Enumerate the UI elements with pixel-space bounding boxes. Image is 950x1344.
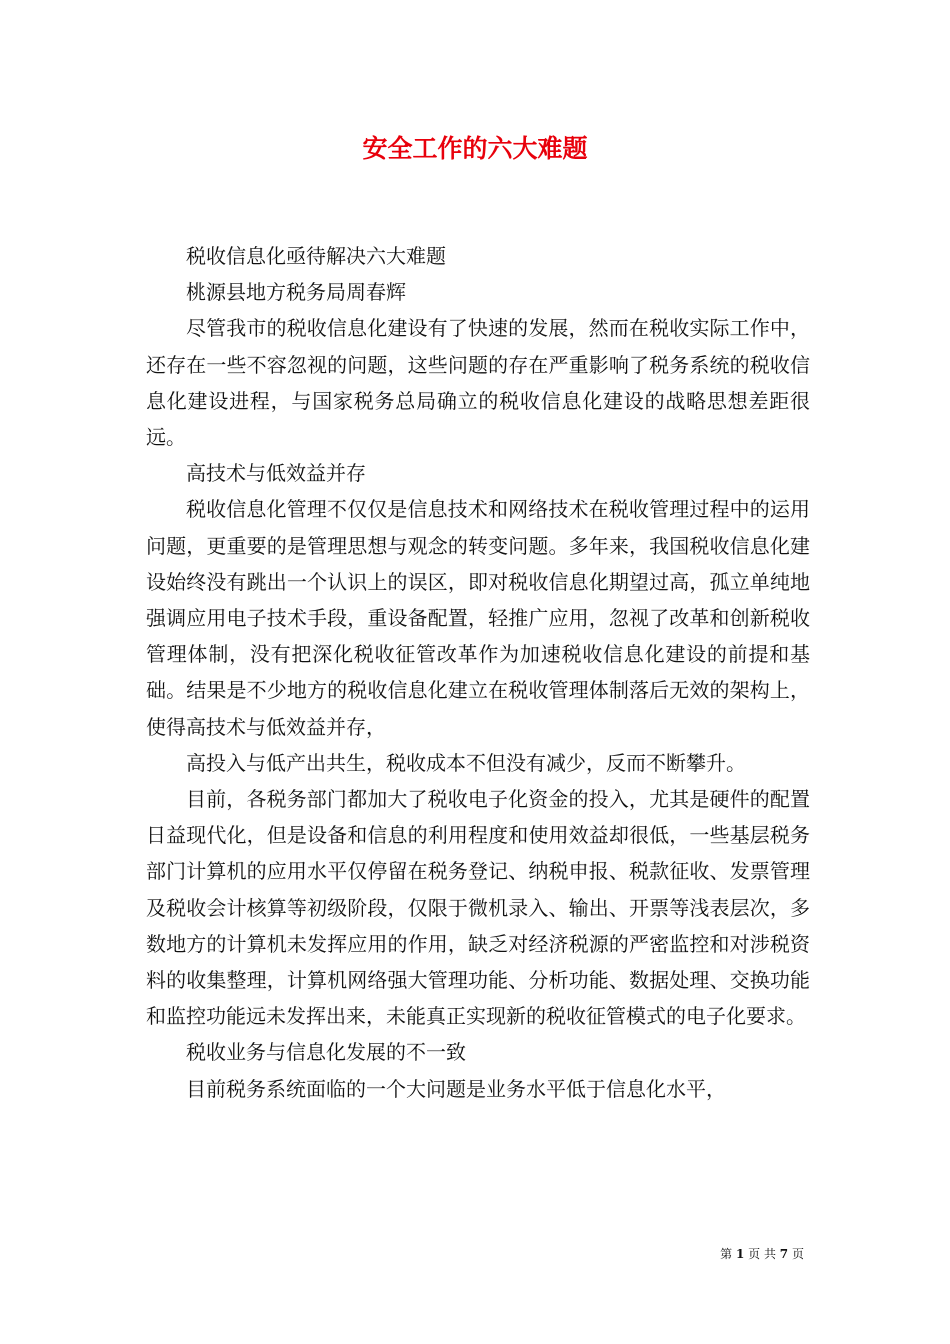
section-heading-business: 税收业务与信息化发展的不一致 (186, 1040, 466, 1065)
footer-total-pages: 7 (779, 1247, 789, 1261)
paragraph-body: 目前，各税务部门都加大了税收电子化资金的投入，尤其是硬件的配置日益现代化，但是设备和信息的利用程度和使用效益却很低，一些基层税务部门计算机的应用水平仅停留在税务登记、纳税申报、税款征收、发票管理及税收会计核算等初级阶段，仅限于微机录入、输出、开票等浅表层次，多数地方的计算机未发挥应用的作用，缺乏对经济税源的严密监控和对涉税资料的收集整理，计算机网络强大管理功能、分析功能、数据处理、交换功能和监控功能远未发挥出来，未能真正实现新的税收征管模式的电子化要求。 (146, 787, 810, 1029)
paragraph-intro: 尽管我市的税收信息化建设有了快速的发展，然而在税收实际工作中，还存在一些不容忽视的问题，这些问题的存在严重影响了税务系统的税收信息化建设进程，与国家税务总局确立的税收信息化建设的战略思想差距很远。 (146, 316, 810, 450)
paragraph-body: 税收信息化管理不仅仅是信息技术和网络技术在税收管理过程中的运用问题，更重要的是管理思想与观念的转变问题。多年来，我国税收信息化建设始终没有跳出一个认识上的误区，即对税收信息化期望过高，孤立单纯地强调应用电子技术手段，重设备配置，轻推广应用，忽视了改革和创新税收管理体制，没有把深化税收征管改革作为加速税收信息化建设的前提和基础。结果是不少地方的税收信息化建立在税收管理体制落后无效的架构上，使得高技术与低效益并存， (146, 497, 810, 739)
paragraph-subtitle: 税收信息化亟待解决六大难题 (186, 244, 446, 268)
section-heading-high-tech: 高技术与低效益并存 (186, 461, 366, 486)
section-heading-high-input: 高投入与低产出共生，税收成本不但没有减少，反而不断攀升。 (186, 750, 746, 775)
paragraph-author: 桃源县地方税务局周春辉 (186, 280, 406, 305)
document-title: 安全工作的六大难题 (362, 134, 588, 163)
page-number-footer (720, 1246, 804, 1262)
document-body (146, 238, 810, 1107)
footer-suffix: 页 (791, 1247, 804, 1261)
paragraph-body: 目前税务系统面临的一个大问题是业务水平低于信息化水平， (186, 1076, 726, 1101)
footer-prefix: 第 (720, 1247, 733, 1261)
footer-middle: 页 共 (748, 1247, 776, 1261)
footer-current-page: 1 (735, 1247, 745, 1261)
